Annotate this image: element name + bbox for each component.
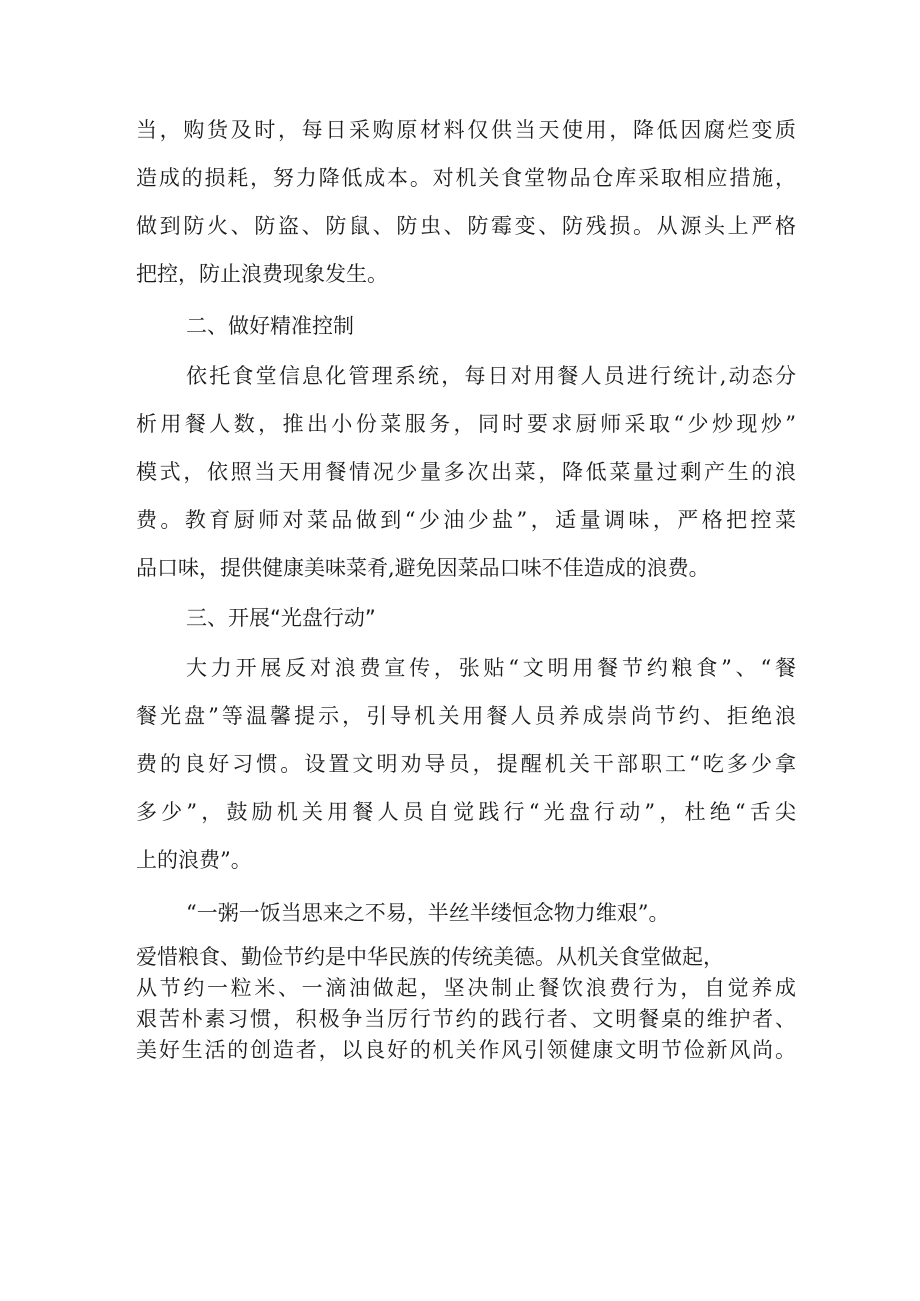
paragraph-line: 当，购货及时，每日采购原材料仅供当天使用，降低因腐烂变质 (136, 118, 796, 142)
paragraph-line: 费的良好习惯。设置文明劝导员，提醒机关干部职工“吃多少拿 (136, 752, 796, 776)
paragraph-clean-plate (136, 644, 796, 884)
section-heading-precise-control: 二、做好精准控制 (186, 314, 354, 338)
paragraph-precise-control (136, 352, 796, 592)
paragraph-line: 美好生活的创造者，以良好的机关作风引领健康文明节俭新风尚。 (136, 1038, 796, 1062)
paragraph-line: 大力开展反对浪费宣传，张贴“文明用餐节约粮食”、“餐 (186, 656, 796, 680)
paragraph-line: 上的浪费”。 (136, 848, 252, 872)
paragraph-line: 艰苦朴素习惯，积极争当厉行节约的践行者、文明餐桌的维护者、 (136, 1007, 796, 1031)
paragraph-line: 多少”，鼓励机关用餐人员自觉践行“光盘行动”，杜绝“舌尖 (136, 800, 796, 824)
section-heading-clean-plate: 三、开展“光盘行动” (186, 606, 376, 630)
paragraph-line: 模式，依照当天用餐情况少量多次出菜，降低菜量过剩产生的浪 (136, 460, 796, 484)
paragraph-line: 品口味，提供健康美味菜肴,避免因菜品口味不佳造成的浪费。 (136, 556, 710, 580)
paragraph-line: 把控，防止浪费现象发生。 (136, 262, 388, 286)
paragraph-line: 爱惜粮食、勤俭节约是中华民族的传统美德。从机关食堂做起， (136, 945, 724, 969)
paragraph-line: 费。教育厨师对菜品做到“少油少盐”，适量调味，严格把控菜 (136, 508, 796, 532)
paragraph-procurement (136, 106, 796, 298)
paragraph-conclusion (136, 942, 796, 1066)
paragraph-line: 依托食堂信息化管理系统，每日对用餐人员进行统计,动态分 (186, 364, 796, 388)
quote-line: “一粥一饭当思来之不易，半丝半缕恒念物力维艰”。 (186, 901, 670, 925)
paragraph-line: 从节约一粒米、一滴油做起，坚决制止餐饮浪费行为，自觉养成 (136, 976, 796, 1000)
paragraph-line: 做到防火、防盗、防鼠、防虫、防霉变、防残损。从源头上严格 (136, 214, 796, 238)
paragraph-line: 餐光盘”等温馨提示，引导机关用餐人员养成崇尚节约、拒绝浪 (136, 704, 796, 728)
paragraph-line: 析用餐人数，推出小份菜服务，同时要求厨师采取“少炒现炒” (136, 412, 796, 436)
paragraph-line: 造成的损耗，努力降低成本。对机关食堂物品仓库采取相应措施， (136, 166, 796, 190)
